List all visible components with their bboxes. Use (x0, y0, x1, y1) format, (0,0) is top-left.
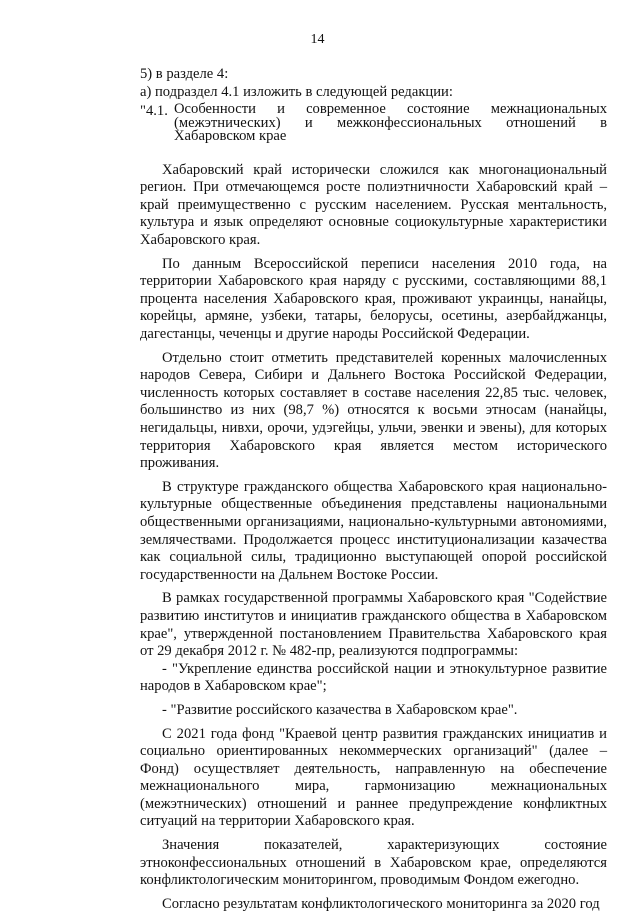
intro-line-1: 5) в разделе 4: (140, 66, 229, 82)
paragraph: Хабаровский край исторически сложился как многонациональный регион. При отмечающемся росте полиэтничности Хабаровский край – край преимущественно с русским населением. Русская ментальность, культура и язык определяют основные социокультурные характеристики Хабаровского края. (140, 161, 607, 249)
section-heading-line-3: Хабаровском крае (174, 128, 287, 145)
paragraph: Отдельно стоит отметить представителей коренных малочисленных народов Севера, Сибири и Дальнего Востока Российской Федерации, численность которых составляет в составе населения 22,85 тыс. человек, большинство из них (98,7 %) относятся к восьми этносам (нанайцы, негидальцы, нивхи, орочи, удэгейцы, ульчи, эвенки и эвены), для которых территория Хабаровского края является местом исторического проживания. (140, 349, 607, 472)
subprogram-item: - "Укрепление единства российской нации и этнокультурное развитие народов в Хабаровском крае"; (140, 660, 607, 695)
section-heading-line-1: Особенности и современное состояние межнациональных (174, 101, 607, 118)
document-body (140, 66, 607, 913)
page-number: 14 (310, 32, 325, 47)
section-heading (140, 103, 607, 144)
subprogram-item: - "Развитие российского казачества в Хабаровском крае". (162, 701, 518, 718)
paragraph: В рамках государственной программы Хабаровского края "Содействие развитию институтов и инициатив гражданского общества в Хабаровском крае", утвержденной постановлением Правительства Хабаровского края от 29 декабря 2012 г. № 482-пр, реализуются подпрограммы: (140, 590, 607, 660)
section-heading-number: "4.1. (140, 103, 168, 120)
paragraph-group-1 (140, 162, 607, 913)
section-heading-line-2: (межэтнических) и межконфессиональных отношений в (174, 114, 607, 131)
paragraph: В структуре гражданского общества Хабаровского края национально-культурные общественные объединения представлены национальными общественными организациями, национально-культурными автономиями, землячествами. Продолжается процесс институционализации казачества как социальной силы, традиционно выступающей опорой российской государственности на Дальнем Востоке России. (140, 478, 607, 583)
intro-line-2: а) подраздел 4.1 изложить в следующей редакции: (140, 83, 453, 100)
paragraph: Согласно результатам конфликтологического мониторинга за 2020 год (162, 895, 600, 912)
section-heading-title (174, 103, 607, 144)
paragraph: Значения показателей, характеризующих состояние этноконфессиональных отношений в Хабаровском крае, определяются конфликтологическим мониторингом, проводимым Фондом ежегодно. (140, 837, 607, 889)
paragraph: По данным Всероссийской переписи населения 2010 года, на территории Хабаровского края наряду с русскими, составляющими 88,1 процента населения Хабаровского края, проживают украинцы, нанайцы, корейцы, армяне, узбеки, татары, белорусы, осетины, азербайджанцы, дагестанцы, чеченцы и другие народы Российской Федерации. (140, 255, 607, 343)
paragraph: С 2021 года фонд "Краевой центр развития гражданских инициатив и социально ориентированных некоммерческих организаций" (далее – Фонд) осуществляет деятельность, направленную на обеспечение межнационального мира, гармонизацию межнациональных (межэтнических) отношений и раннее предупреждение конфликтных ситуаций на территории Хабаровского края. (140, 725, 607, 830)
